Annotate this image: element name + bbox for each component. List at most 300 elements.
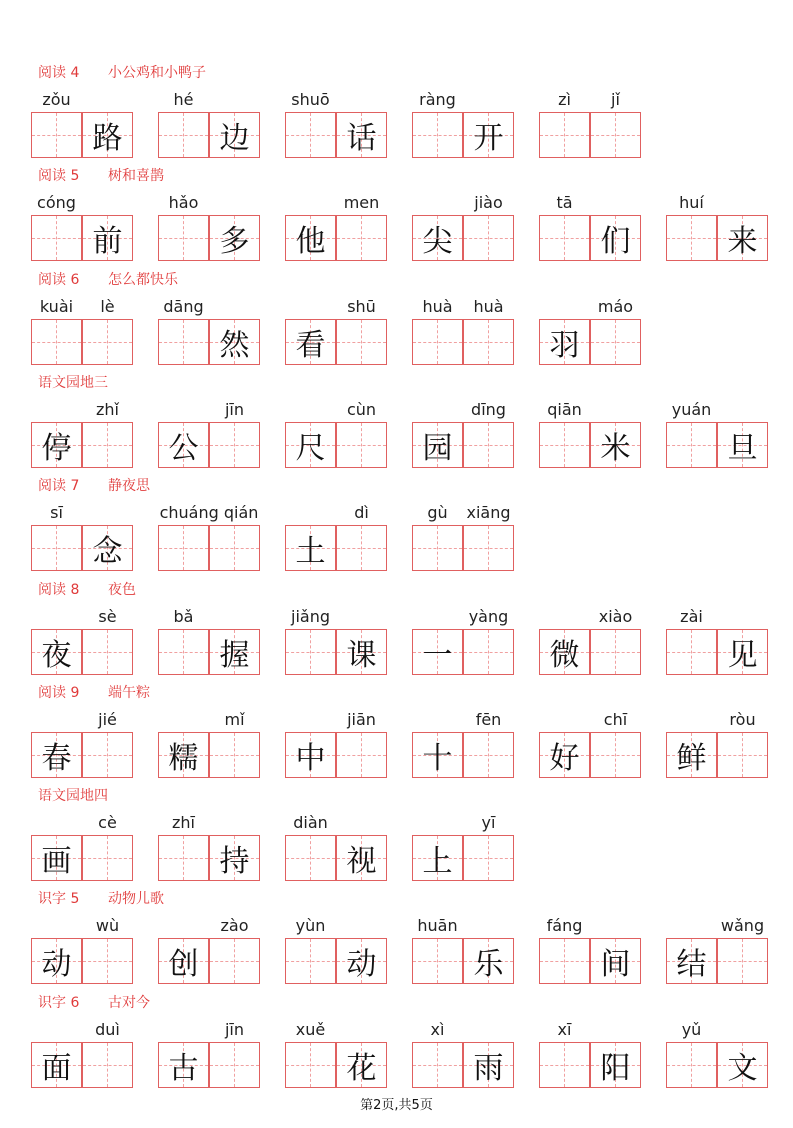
lesson-section: [0, 682, 793, 788]
tianzige-box[interactable]: [336, 525, 387, 571]
hanzi-char: [413, 320, 462, 364]
tianzige-pair: [539, 1020, 641, 1086]
tianzige-box[interactable]: [463, 938, 514, 984]
section-heading: [38, 888, 164, 908]
pinyin-label: dāng: [163, 297, 204, 316]
hanzi-char: [464, 630, 513, 674]
tianzige-box[interactable]: [285, 938, 336, 984]
tianzige-box[interactable]: [209, 938, 260, 984]
hanzi-char: 雨: [473, 1051, 504, 1086]
tianzige-pair: [539, 297, 641, 363]
pinyin-label: yàng: [468, 607, 509, 626]
tianzige-box[interactable]: [31, 732, 82, 778]
hanzi-char: [464, 526, 513, 570]
tianzige-box[interactable]: [412, 112, 463, 158]
hanzi-char: 动: [41, 947, 72, 982]
tianzige-box[interactable]: [412, 835, 463, 881]
pinyin-label: zhǐ: [96, 400, 119, 419]
tianzige-pair: [666, 400, 768, 466]
hanzi-char: [667, 1043, 716, 1087]
hanzi-char: [32, 216, 81, 260]
tianzige-box[interactable]: [412, 629, 463, 675]
hanzi-char: [540, 1043, 589, 1087]
hanzi-char: [286, 939, 335, 983]
hanzi-char: [337, 320, 386, 364]
hanzi-char: 文: [727, 1051, 758, 1086]
pinyin-label: xuě: [295, 1020, 326, 1039]
tianzige-pair: [158, 193, 260, 259]
tianzige-pair: [412, 90, 514, 156]
tianzige-box[interactable]: [31, 422, 82, 468]
tianzige-box[interactable]: [285, 112, 336, 158]
tianzige-pair: [666, 193, 768, 259]
tianzige-pair: [158, 297, 260, 363]
tianzige-box[interactable]: [82, 835, 133, 881]
pinyin-label: cóng: [37, 193, 76, 212]
section-heading: [38, 269, 178, 289]
pinyin-label: huí: [679, 193, 704, 212]
tianzige-pair: [412, 400, 514, 466]
tianzige-box[interactable]: [666, 1042, 717, 1088]
tianzige-box[interactable]: [336, 938, 387, 984]
tianzige-box[interactable]: [285, 732, 336, 778]
tianzige-box[interactable]: [539, 938, 590, 984]
tianzige-box[interactable]: [209, 732, 260, 778]
hanzi-char: [591, 113, 640, 157]
lesson-section: [0, 475, 793, 581]
tianzige-pair: [285, 400, 387, 466]
tianzige-box[interactable]: [209, 629, 260, 675]
lesson-section: [0, 269, 793, 375]
tianzige-box[interactable]: [463, 112, 514, 158]
hanzi-char: [83, 320, 132, 364]
hanzi-char: [32, 320, 81, 364]
lesson-title: 静夜思: [108, 478, 150, 494]
tianzige-box[interactable]: [336, 835, 387, 881]
tianzige-box[interactable]: [209, 835, 260, 881]
hanzi-char: [540, 939, 589, 983]
pinyin-label: diàn: [293, 813, 328, 832]
hanzi-char: [540, 423, 589, 467]
tianzige-box[interactable]: [590, 422, 641, 468]
tianzige-box[interactable]: [158, 112, 209, 158]
hanzi-char: [337, 733, 386, 777]
hanzi-char: 旦: [727, 431, 758, 466]
hanzi-char: [83, 939, 132, 983]
section-heading: [38, 992, 150, 1012]
tianzige-box[interactable]: [666, 732, 717, 778]
tianzige-box[interactable]: [31, 525, 82, 571]
pinyin-label: ròu: [729, 710, 756, 729]
tianzige-pair: [539, 193, 641, 259]
hanzi-char: 尺: [295, 431, 326, 466]
pinyin-label: yùn: [295, 916, 326, 935]
pinyin-label: qiān: [547, 400, 582, 419]
pinyin-label: kuài: [39, 297, 74, 316]
pinyin-label: jié: [98, 710, 117, 729]
tianzige-box[interactable]: [285, 525, 336, 571]
tianzige-box[interactable]: [717, 215, 768, 261]
hanzi-char: 夜: [41, 638, 72, 673]
tianzige-box[interactable]: [82, 319, 133, 365]
hanzi-char: 古: [168, 1051, 199, 1086]
lesson-title: 夜色: [108, 582, 136, 598]
tianzige-pair: [285, 297, 387, 363]
tianzige-box[interactable]: [158, 835, 209, 881]
hanzi-char: [210, 733, 259, 777]
hanzi-char: [32, 113, 81, 157]
hanzi-char: [718, 733, 767, 777]
tianzige-pair: [31, 297, 133, 357]
pinyin-label: zài: [680, 607, 703, 626]
lesson-section: [0, 992, 793, 1098]
hanzi-char: 羽: [549, 328, 580, 363]
tianzige-pair: [666, 607, 768, 673]
tianzige-box[interactable]: [463, 319, 514, 365]
pinyin-label: shū: [347, 297, 376, 316]
tianzige-pair: [539, 607, 641, 673]
tianzige-pair: [285, 503, 387, 569]
tianzige-box[interactable]: [158, 629, 209, 675]
pinyin-label: jīn: [224, 1020, 245, 1039]
tianzige-box[interactable]: [31, 1042, 82, 1088]
tianzige-box[interactable]: [412, 1042, 463, 1088]
pinyin-label: zì: [558, 90, 571, 109]
pinyin-label: men: [343, 193, 380, 212]
hanzi-char: 创: [168, 947, 199, 982]
hanzi-char: [210, 939, 259, 983]
tianzige-box[interactable]: [336, 215, 387, 261]
hanzi-char: [83, 733, 132, 777]
section-heading: [38, 579, 136, 599]
tianzige-box[interactable]: [666, 422, 717, 468]
tianzige-pair: [285, 193, 387, 259]
hanzi-char: [32, 526, 81, 570]
tianzige-box[interactable]: [336, 319, 387, 365]
tianzige-pair: [412, 916, 514, 982]
hanzi-char: 握: [219, 638, 250, 673]
pinyin-label: duì: [95, 1020, 120, 1039]
hanzi-char: 间: [600, 947, 631, 982]
hanzi-char: [210, 526, 259, 570]
pinyin-label: fēn: [475, 710, 502, 729]
hanzi-char: 好: [549, 741, 580, 776]
tianzige-pair: [666, 710, 768, 776]
tianzige-pair: [666, 916, 768, 982]
tianzige-pair: [31, 1020, 133, 1086]
tianzige-pair: [412, 297, 514, 357]
hanzi-char: 念: [92, 534, 123, 569]
pinyin-label: jīn: [224, 400, 245, 419]
hanzi-char: 路: [92, 121, 123, 156]
tianzige-box[interactable]: [539, 215, 590, 261]
tianzige-box[interactable]: [590, 1042, 641, 1088]
tianzige-box[interactable]: [31, 938, 82, 984]
hanzi-char: [210, 1043, 259, 1087]
tianzige-box[interactable]: [82, 732, 133, 778]
hanzi-char: [210, 423, 259, 467]
hanzi-char: 春: [41, 741, 72, 776]
tianzige-box[interactable]: [285, 629, 336, 675]
hanzi-char: [667, 216, 716, 260]
tianzige-box[interactable]: [336, 629, 387, 675]
tianzige-box[interactable]: [31, 112, 82, 158]
tianzige-box[interactable]: [336, 732, 387, 778]
hanzi-char: 面: [41, 1051, 72, 1086]
hanzi-char: [159, 216, 208, 260]
hanzi-char: [159, 630, 208, 674]
tianzige-box[interactable]: [539, 1042, 590, 1088]
tianzige-box[interactable]: [412, 938, 463, 984]
tianzige-box[interactable]: [590, 938, 641, 984]
tianzige-box[interactable]: [336, 112, 387, 158]
tianzige-box[interactable]: [209, 112, 260, 158]
tianzige-box[interactable]: [209, 1042, 260, 1088]
tianzige-box[interactable]: [336, 422, 387, 468]
tianzige-pair: [539, 400, 641, 466]
tianzige-box[interactable]: [412, 422, 463, 468]
lesson-number: 识字 6: [38, 995, 80, 1011]
pinyin-label: xī: [557, 1020, 572, 1039]
hanzi-char: 乐: [473, 947, 504, 982]
tianzige-box[interactable]: [158, 215, 209, 261]
hanzi-char: [464, 836, 513, 880]
hanzi-char: 十: [422, 741, 453, 776]
tianzige-box[interactable]: [82, 629, 133, 675]
tianzige-pair: [158, 607, 260, 673]
hanzi-char: [718, 939, 767, 983]
tianzige-box[interactable]: [285, 319, 336, 365]
tianzige-box[interactable]: [590, 319, 641, 365]
hanzi-char: [540, 216, 589, 260]
lesson-title: 怎么都快乐: [108, 272, 178, 288]
hanzi-char: 停: [41, 431, 72, 466]
hanzi-char: 课: [346, 638, 377, 673]
tianzige-box[interactable]: [590, 732, 641, 778]
tianzige-pair: [158, 400, 260, 466]
hanzi-char: [286, 113, 335, 157]
section-heading: [38, 785, 108, 805]
tianzige-box[interactable]: [285, 835, 336, 881]
tianzige-box[interactable]: [539, 629, 590, 675]
tianzige-pair: [285, 813, 387, 879]
hanzi-char: 开: [473, 121, 504, 156]
hanzi-char: [413, 939, 462, 983]
hanzi-char: [540, 113, 589, 157]
hanzi-char: 鲜: [676, 741, 707, 776]
hanzi-char: 中: [295, 741, 326, 776]
tianzige-box[interactable]: [31, 835, 82, 881]
tianzige-box[interactable]: [717, 422, 768, 468]
hanzi-char: [667, 423, 716, 467]
tianzige-box[interactable]: [412, 732, 463, 778]
tianzige-pair: [412, 607, 514, 673]
hanzi-char: 见: [727, 638, 758, 673]
tianzige-box[interactable]: [31, 215, 82, 261]
hanzi-char: [464, 733, 513, 777]
tianzige-box[interactable]: [539, 732, 590, 778]
page-footer: 第2页,共5页: [360, 1098, 433, 1113]
hanzi-char: [159, 526, 208, 570]
hanzi-char: 公: [168, 431, 199, 466]
tianzige-box[interactable]: [539, 422, 590, 468]
lesson-title: 小公鸡和小鸭子: [108, 65, 206, 81]
tianzige-box[interactable]: [463, 215, 514, 261]
pinyin-label: sī: [50, 503, 63, 522]
tianzige-box[interactable]: [463, 732, 514, 778]
tianzige-box[interactable]: [463, 1042, 514, 1088]
tianzige-pair: [158, 503, 260, 563]
pinyin-label: cùn: [346, 400, 377, 419]
hanzi-char: 多: [219, 224, 250, 259]
tianzige-pair: [31, 607, 133, 673]
tianzige-box[interactable]: [412, 215, 463, 261]
tianzige-pair: [412, 1020, 514, 1086]
pinyin-label: jiān: [347, 710, 376, 729]
lesson-section: [0, 579, 793, 685]
section-heading: [38, 372, 108, 392]
pinyin-label: fáng: [546, 916, 583, 935]
pinyin-label: wǎng: [720, 916, 765, 935]
pinyin-label: shuō: [291, 90, 330, 109]
tianzige-box[interactable]: [82, 422, 133, 468]
tianzige-box[interactable]: [463, 629, 514, 675]
tianzige-pair: [158, 90, 260, 156]
tianzige-box[interactable]: [82, 938, 133, 984]
lesson-number: 识字 5: [38, 891, 80, 907]
hanzi-char: [667, 630, 716, 674]
tianzige-box[interactable]: [285, 1042, 336, 1088]
pinyin-label: yī: [481, 813, 496, 832]
tianzige-box[interactable]: [590, 629, 641, 675]
pinyin-label: lè: [100, 297, 115, 316]
tianzige-box[interactable]: [209, 215, 260, 261]
pinyin-label: jǐ: [611, 90, 620, 109]
pinyin-label: hé: [173, 90, 194, 109]
hanzi-char: [83, 1043, 132, 1087]
tianzige-box[interactable]: [158, 732, 209, 778]
tianzige-pair: [31, 710, 133, 776]
tianzige-pair: [31, 813, 133, 879]
hanzi-char: [83, 836, 132, 880]
tianzige-box[interactable]: [209, 422, 260, 468]
hanzi-char: 阳: [600, 1051, 631, 1086]
pinyin-label: wù: [95, 916, 120, 935]
tianzige-box[interactable]: [412, 525, 463, 571]
lesson-number: 阅读 6: [38, 272, 80, 288]
pinyin-label: xì: [430, 1020, 445, 1039]
hanzi-char: [413, 526, 462, 570]
tianzige-box[interactable]: [158, 525, 209, 571]
hanzi-char: [286, 1043, 335, 1087]
tianzige-pair: [285, 710, 387, 776]
hanzi-char: 们: [600, 224, 631, 259]
pinyin-label: yuán: [671, 400, 712, 419]
tianzige-box[interactable]: [285, 422, 336, 468]
lesson-section: [0, 888, 793, 994]
tianzige-box[interactable]: [158, 1042, 209, 1088]
pinyin-label: cè: [98, 813, 117, 832]
tianzige-box[interactable]: [31, 629, 82, 675]
tianzige-pair: [158, 1020, 260, 1086]
pinyin-label: xiào: [598, 607, 633, 626]
tianzige-box[interactable]: [209, 319, 260, 365]
tianzige-box[interactable]: [82, 215, 133, 261]
tianzige-box[interactable]: [463, 525, 514, 571]
hanzi-char: 然: [219, 328, 250, 363]
tianzige-pair: [539, 916, 641, 982]
lesson-number: 阅读 7: [38, 478, 80, 494]
hanzi-char: 上: [422, 844, 453, 879]
pinyin-label: sè: [98, 607, 117, 626]
hanzi-char: [286, 836, 335, 880]
tianzige-box[interactable]: [158, 422, 209, 468]
hanzi-char: 一: [422, 638, 453, 673]
tianzige-box[interactable]: [463, 835, 514, 881]
tianzige-box[interactable]: [285, 215, 336, 261]
hanzi-char: [591, 320, 640, 364]
tianzige-box[interactable]: [666, 938, 717, 984]
tianzige-box[interactable]: [463, 422, 514, 468]
pinyin-label: jiǎng: [291, 607, 330, 626]
pinyin-label: huà: [422, 297, 453, 316]
hanzi-char: 持: [219, 844, 250, 879]
tianzige-pair: [158, 710, 260, 776]
tianzige-box[interactable]: [31, 319, 82, 365]
tianzige-pair: [285, 916, 387, 982]
section-heading: [38, 475, 150, 495]
tianzige-box[interactable]: [717, 629, 768, 675]
tianzige-box[interactable]: [412, 319, 463, 365]
lesson-section: [0, 785, 793, 891]
tianzige-box[interactable]: [717, 1042, 768, 1088]
hanzi-char: [464, 320, 513, 364]
tianzige-box[interactable]: [82, 1042, 133, 1088]
hanzi-char: [83, 630, 132, 674]
tianzige-pair: [539, 90, 641, 150]
tianzige-box[interactable]: [82, 112, 133, 158]
tianzige-box[interactable]: [82, 525, 133, 571]
lesson-number: 阅读 4: [38, 65, 80, 81]
tianzige-box[interactable]: [539, 319, 590, 365]
tianzige-box[interactable]: [539, 112, 590, 158]
pinyin-label: zhī: [172, 813, 195, 832]
lesson-number: 阅读 9: [38, 685, 80, 701]
pinyin-label: máo: [597, 297, 634, 316]
tianzige-box[interactable]: [209, 525, 260, 571]
pinyin-label: mǐ: [224, 710, 245, 729]
tianzige-box[interactable]: [158, 319, 209, 365]
tianzige-box[interactable]: [717, 938, 768, 984]
hanzi-char: [286, 630, 335, 674]
tianzige-box[interactable]: [590, 215, 641, 261]
tianzige-box[interactable]: [158, 938, 209, 984]
tianzige-pair: [412, 710, 514, 776]
tianzige-box[interactable]: [590, 112, 641, 158]
hanzi-char: [591, 733, 640, 777]
hanzi-char: 来: [727, 224, 758, 259]
tianzige-box[interactable]: [666, 215, 717, 261]
hanzi-char: [413, 113, 462, 157]
lesson-section: [0, 372, 793, 478]
tianzige-box[interactable]: [666, 629, 717, 675]
hanzi-char: 结: [676, 947, 707, 982]
hanzi-char: [159, 113, 208, 157]
pinyin-label: bǎ: [173, 607, 194, 626]
hanzi-char: 动: [346, 947, 377, 982]
tianzige-box[interactable]: [336, 1042, 387, 1088]
tianzige-box[interactable]: [717, 732, 768, 778]
